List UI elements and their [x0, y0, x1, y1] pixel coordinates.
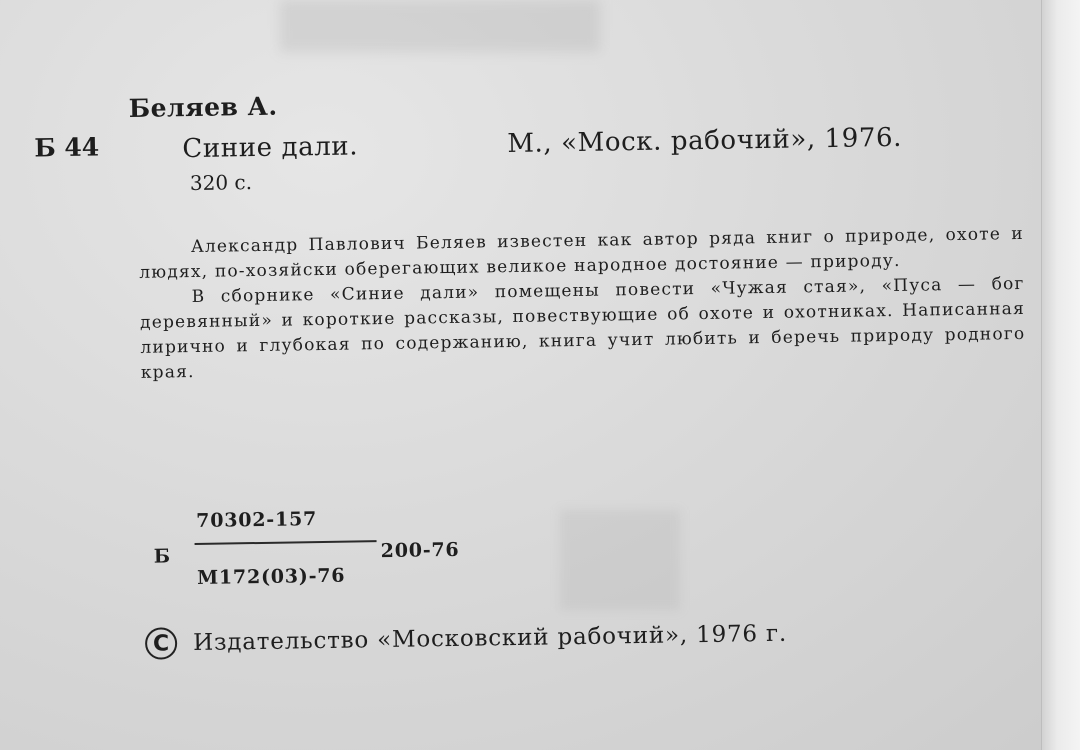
- index-denominator: М172(03)-76: [196, 564, 346, 589]
- copyright-text: Издательство «Московский рабочий», 1976 г.: [192, 620, 788, 657]
- annotation: [139, 222, 1026, 386]
- publication-imprint: М., «Моск. рабочий», 1976.: [507, 122, 903, 160]
- index-letter: Б: [153, 545, 171, 568]
- copyright-line: [145, 618, 787, 660]
- page-count: 320 с.: [189, 170, 253, 196]
- index-numerator: 70302-157: [196, 508, 318, 532]
- annotation-paragraph: В сборнике «Синие дали» помещены повести «Чужая стая», «Пуса — бог деревянный» и короткие рассказы, повествующие об охоте и охотниках. Написанная лирично и глубокая по содержанию, книга учит любить и беречь природу родного края.: [139, 273, 1026, 383]
- book-title: Синие дали.: [182, 131, 359, 165]
- index-right-code: 200-76: [380, 538, 460, 563]
- author-name: Беляев А.: [128, 91, 278, 123]
- annotation-paragraph: Александр Павлович Беляев известен как автор ряда книг о природе, охоте и людях, по-хозяйски оберегающих великое народное достояние — природу.: [139, 223, 1024, 283]
- catalog-code: Б 44: [34, 132, 100, 163]
- copyright-icon: C: [145, 627, 177, 659]
- index-fraction-line: [195, 540, 377, 545]
